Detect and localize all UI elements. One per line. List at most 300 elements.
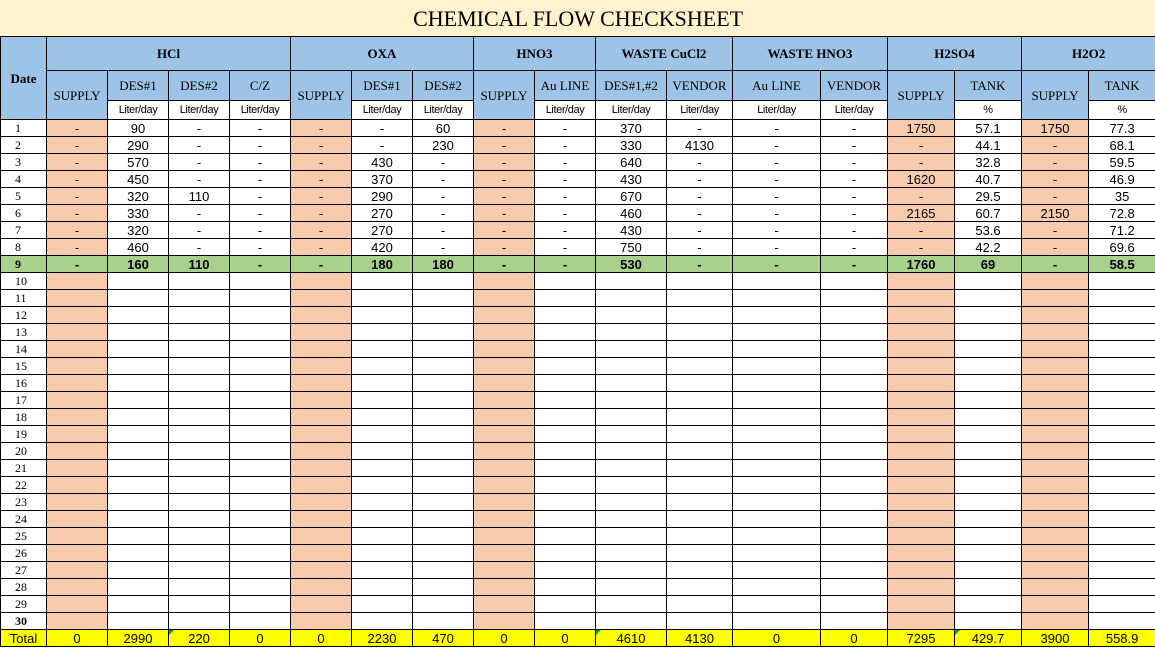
data-cell[interactable]: - (821, 222, 888, 239)
data-cell[interactable] (352, 324, 413, 341)
data-cell[interactable] (821, 596, 888, 613)
data-cell[interactable]: 430 (596, 171, 667, 188)
data-cell[interactable] (667, 426, 733, 443)
data-cell[interactable] (1089, 341, 1155, 358)
data-cell[interactable] (474, 392, 535, 409)
data-cell[interactable]: - (230, 154, 291, 171)
data-cell[interactable]: - (888, 154, 955, 171)
data-cell[interactable] (108, 273, 169, 290)
data-cell[interactable] (169, 392, 230, 409)
data-cell[interactable] (535, 460, 596, 477)
data-cell[interactable]: - (535, 256, 596, 273)
data-cell[interactable] (535, 443, 596, 460)
data-cell[interactable] (535, 579, 596, 596)
data-cell[interactable] (291, 494, 352, 511)
data-cell[interactable] (535, 613, 596, 630)
data-cell[interactable]: 60 (413, 120, 474, 137)
data-cell[interactable]: - (1022, 239, 1089, 256)
data-cell[interactable] (888, 409, 955, 426)
data-cell[interactable] (535, 596, 596, 613)
data-cell[interactable] (474, 307, 535, 324)
data-cell[interactable] (169, 613, 230, 630)
data-cell[interactable] (955, 477, 1022, 494)
data-cell[interactable] (474, 273, 535, 290)
data-cell[interactable]: - (667, 239, 733, 256)
data-cell[interactable]: 32.8 (955, 154, 1022, 171)
data-cell[interactable] (169, 307, 230, 324)
data-cell[interactable] (413, 545, 474, 562)
data-cell[interactable] (821, 613, 888, 630)
data-cell[interactable]: 320 (108, 188, 169, 205)
data-cell[interactable]: - (291, 171, 352, 188)
data-cell[interactable] (535, 409, 596, 426)
data-cell[interactable]: - (413, 171, 474, 188)
data-cell[interactable] (1022, 341, 1089, 358)
data-cell[interactable] (888, 443, 955, 460)
data-cell[interactable]: - (230, 171, 291, 188)
data-cell[interactable] (474, 494, 535, 511)
data-cell[interactable] (1089, 477, 1155, 494)
data-cell[interactable] (413, 341, 474, 358)
data-cell[interactable] (413, 477, 474, 494)
data-cell[interactable] (413, 426, 474, 443)
data-cell[interactable]: - (291, 222, 352, 239)
data-cell[interactable] (667, 562, 733, 579)
data-cell[interactable] (821, 528, 888, 545)
data-cell[interactable] (474, 409, 535, 426)
data-cell[interactable] (1022, 460, 1089, 477)
data-cell[interactable] (291, 477, 352, 494)
data-cell[interactable] (955, 392, 1022, 409)
data-cell[interactable] (667, 545, 733, 562)
data-cell[interactable] (888, 392, 955, 409)
data-cell[interactable]: - (291, 239, 352, 256)
data-cell[interactable] (667, 477, 733, 494)
data-cell[interactable] (733, 290, 821, 307)
data-cell[interactable] (230, 375, 291, 392)
data-cell[interactable] (667, 375, 733, 392)
data-cell[interactable] (291, 307, 352, 324)
data-cell[interactable] (667, 358, 733, 375)
data-cell[interactable] (733, 409, 821, 426)
data-cell[interactable]: - (291, 137, 352, 154)
data-cell[interactable] (535, 477, 596, 494)
data-cell[interactable]: - (413, 188, 474, 205)
data-cell[interactable]: - (535, 205, 596, 222)
data-cell[interactable] (352, 596, 413, 613)
data-cell[interactable]: - (169, 137, 230, 154)
data-cell[interactable] (955, 545, 1022, 562)
data-cell[interactable] (535, 358, 596, 375)
data-cell[interactable] (474, 358, 535, 375)
data-cell[interactable] (291, 545, 352, 562)
data-cell[interactable] (1089, 596, 1155, 613)
data-cell[interactable] (1022, 358, 1089, 375)
data-cell[interactable] (1089, 358, 1155, 375)
data-cell[interactable] (1089, 562, 1155, 579)
data-cell[interactable]: - (667, 154, 733, 171)
data-cell[interactable] (535, 307, 596, 324)
data-cell[interactable] (352, 460, 413, 477)
data-cell[interactable] (733, 307, 821, 324)
data-cell[interactable] (955, 426, 1022, 443)
data-cell[interactable]: 1750 (1022, 120, 1089, 137)
data-cell[interactable] (47, 545, 108, 562)
data-cell[interactable] (108, 528, 169, 545)
data-cell[interactable] (596, 511, 667, 528)
data-cell[interactable] (596, 392, 667, 409)
data-cell[interactable] (169, 341, 230, 358)
data-cell[interactable] (955, 324, 1022, 341)
data-cell[interactable] (535, 426, 596, 443)
data-cell[interactable]: - (535, 137, 596, 154)
data-cell[interactable] (352, 358, 413, 375)
data-cell[interactable]: - (413, 154, 474, 171)
data-cell[interactable]: 370 (352, 171, 413, 188)
data-cell[interactable] (888, 613, 955, 630)
data-cell[interactable]: 320 (108, 222, 169, 239)
data-cell[interactable] (667, 494, 733, 511)
data-cell[interactable] (535, 392, 596, 409)
data-cell[interactable]: - (1022, 188, 1089, 205)
data-cell[interactable]: - (1022, 154, 1089, 171)
data-cell[interactable]: 110 (169, 188, 230, 205)
data-cell[interactable] (169, 290, 230, 307)
data-cell[interactable] (733, 375, 821, 392)
data-cell[interactable] (352, 528, 413, 545)
data-cell[interactable] (955, 443, 1022, 460)
data-cell[interactable] (733, 511, 821, 528)
data-cell[interactable] (955, 596, 1022, 613)
data-cell[interactable] (955, 290, 1022, 307)
data-cell[interactable] (413, 528, 474, 545)
data-cell[interactable] (1022, 528, 1089, 545)
data-cell[interactable] (888, 358, 955, 375)
data-cell[interactable]: 450 (108, 171, 169, 188)
data-cell[interactable] (47, 426, 108, 443)
data-cell[interactable] (291, 562, 352, 579)
data-cell[interactable]: - (47, 154, 108, 171)
data-cell[interactable] (230, 562, 291, 579)
data-cell[interactable]: 1750 (888, 120, 955, 137)
data-cell[interactable]: 42.2 (955, 239, 1022, 256)
data-cell[interactable]: 35 (1089, 188, 1155, 205)
data-cell[interactable]: - (169, 222, 230, 239)
data-cell[interactable]: 460 (596, 205, 667, 222)
data-cell[interactable] (955, 358, 1022, 375)
data-cell[interactable]: 110 (169, 256, 230, 273)
data-cell[interactable]: 330 (596, 137, 667, 154)
data-cell[interactable]: - (667, 188, 733, 205)
data-cell[interactable] (291, 528, 352, 545)
data-cell[interactable]: - (291, 205, 352, 222)
data-cell[interactable] (47, 375, 108, 392)
data-cell[interactable]: - (230, 256, 291, 273)
data-cell[interactable]: - (169, 239, 230, 256)
data-cell[interactable] (169, 494, 230, 511)
data-cell[interactable] (596, 324, 667, 341)
data-cell[interactable] (413, 324, 474, 341)
data-cell[interactable]: - (230, 239, 291, 256)
data-cell[interactable] (413, 273, 474, 290)
data-cell[interactable] (413, 596, 474, 613)
data-cell[interactable] (596, 596, 667, 613)
data-cell[interactable]: - (667, 205, 733, 222)
data-cell[interactable] (1089, 426, 1155, 443)
data-cell[interactable] (955, 528, 1022, 545)
data-cell[interactable] (535, 324, 596, 341)
data-cell[interactable] (47, 290, 108, 307)
data-cell[interactable] (1089, 443, 1155, 460)
data-cell[interactable] (596, 613, 667, 630)
data-cell[interactable]: - (230, 188, 291, 205)
data-cell[interactable] (733, 392, 821, 409)
data-cell[interactable] (667, 409, 733, 426)
data-cell[interactable] (667, 290, 733, 307)
data-cell[interactable] (47, 341, 108, 358)
data-cell[interactable] (413, 562, 474, 579)
data-cell[interactable]: 270 (352, 222, 413, 239)
data-cell[interactable] (474, 613, 535, 630)
data-cell[interactable] (667, 324, 733, 341)
data-cell[interactable] (291, 443, 352, 460)
data-cell[interactable] (1089, 460, 1155, 477)
data-cell[interactable] (230, 494, 291, 511)
data-cell[interactable] (888, 528, 955, 545)
data-cell[interactable] (596, 443, 667, 460)
data-cell[interactable] (230, 358, 291, 375)
data-cell[interactable] (47, 477, 108, 494)
data-cell[interactable] (413, 460, 474, 477)
data-cell[interactable] (413, 613, 474, 630)
data-cell[interactable] (108, 358, 169, 375)
data-cell[interactable] (108, 426, 169, 443)
data-cell[interactable] (596, 562, 667, 579)
data-cell[interactable] (352, 579, 413, 596)
data-cell[interactable] (821, 579, 888, 596)
data-cell[interactable] (821, 307, 888, 324)
data-cell[interactable] (821, 562, 888, 579)
data-cell[interactable]: - (821, 171, 888, 188)
data-cell[interactable] (1022, 375, 1089, 392)
data-cell[interactable] (733, 324, 821, 341)
data-cell[interactable]: - (821, 239, 888, 256)
data-cell[interactable]: 330 (108, 205, 169, 222)
data-cell[interactable] (47, 494, 108, 511)
data-cell[interactable]: - (821, 154, 888, 171)
data-cell[interactable] (667, 579, 733, 596)
data-cell[interactable]: 2165 (888, 205, 955, 222)
data-cell[interactable] (596, 477, 667, 494)
data-cell[interactable] (474, 324, 535, 341)
data-cell[interactable]: 90 (108, 120, 169, 137)
data-cell[interactable]: - (474, 239, 535, 256)
data-cell[interactable]: 72.8 (1089, 205, 1155, 222)
data-cell[interactable]: 69.6 (1089, 239, 1155, 256)
data-cell[interactable] (1022, 290, 1089, 307)
data-cell[interactable] (667, 307, 733, 324)
data-cell[interactable] (1022, 273, 1089, 290)
data-cell[interactable]: - (733, 154, 821, 171)
data-cell[interactable] (352, 375, 413, 392)
data-cell[interactable] (474, 460, 535, 477)
data-cell[interactable] (230, 477, 291, 494)
data-cell[interactable] (821, 324, 888, 341)
data-cell[interactable] (413, 392, 474, 409)
data-cell[interactable] (169, 596, 230, 613)
data-cell[interactable] (888, 426, 955, 443)
data-cell[interactable] (474, 375, 535, 392)
data-cell[interactable]: - (733, 222, 821, 239)
data-cell[interactable] (230, 426, 291, 443)
data-cell[interactable] (535, 341, 596, 358)
data-cell[interactable] (535, 528, 596, 545)
data-cell[interactable] (47, 613, 108, 630)
data-cell[interactable] (821, 341, 888, 358)
data-cell[interactable] (733, 273, 821, 290)
data-cell[interactable]: - (535, 154, 596, 171)
data-cell[interactable] (169, 528, 230, 545)
data-cell[interactable] (535, 375, 596, 392)
data-cell[interactable] (169, 426, 230, 443)
data-cell[interactable] (413, 307, 474, 324)
data-cell[interactable]: - (535, 120, 596, 137)
data-cell[interactable]: - (47, 137, 108, 154)
data-cell[interactable] (1022, 613, 1089, 630)
data-cell[interactable] (733, 596, 821, 613)
data-cell[interactable]: 670 (596, 188, 667, 205)
data-cell[interactable] (108, 341, 169, 358)
data-cell[interactable]: - (169, 154, 230, 171)
data-cell[interactable] (667, 528, 733, 545)
data-cell[interactable]: - (230, 137, 291, 154)
data-cell[interactable] (108, 511, 169, 528)
data-cell[interactable] (1022, 409, 1089, 426)
data-cell[interactable]: - (733, 188, 821, 205)
data-cell[interactable] (733, 613, 821, 630)
data-cell[interactable] (596, 528, 667, 545)
data-cell[interactable] (230, 613, 291, 630)
data-cell[interactable] (596, 341, 667, 358)
data-cell[interactable] (230, 341, 291, 358)
data-cell[interactable] (596, 375, 667, 392)
data-cell[interactable] (888, 579, 955, 596)
data-cell[interactable]: 230 (413, 137, 474, 154)
data-cell[interactable] (413, 358, 474, 375)
data-cell[interactable]: - (474, 137, 535, 154)
data-cell[interactable]: - (47, 222, 108, 239)
data-cell[interactable] (291, 460, 352, 477)
data-cell[interactable]: - (821, 120, 888, 137)
data-cell[interactable] (1089, 579, 1155, 596)
data-cell[interactable] (352, 392, 413, 409)
data-cell[interactable]: 2150 (1022, 205, 1089, 222)
data-cell[interactable] (667, 341, 733, 358)
data-cell[interactable]: - (733, 120, 821, 137)
data-cell[interactable] (413, 290, 474, 307)
data-cell[interactable] (169, 460, 230, 477)
data-cell[interactable] (47, 409, 108, 426)
data-cell[interactable]: - (821, 205, 888, 222)
data-cell[interactable]: - (352, 137, 413, 154)
data-cell[interactable] (352, 409, 413, 426)
data-cell[interactable]: - (474, 205, 535, 222)
data-cell[interactable] (733, 358, 821, 375)
data-cell[interactable] (888, 477, 955, 494)
data-cell[interactable] (733, 443, 821, 460)
data-cell[interactable] (413, 375, 474, 392)
data-cell[interactable] (596, 460, 667, 477)
data-cell[interactable]: - (535, 188, 596, 205)
data-cell[interactable]: - (169, 205, 230, 222)
data-cell[interactable] (1022, 307, 1089, 324)
data-cell[interactable] (596, 494, 667, 511)
data-cell[interactable] (169, 511, 230, 528)
data-cell[interactable] (888, 562, 955, 579)
data-cell[interactable] (47, 460, 108, 477)
data-cell[interactable] (821, 392, 888, 409)
data-cell[interactable] (888, 596, 955, 613)
data-cell[interactable]: - (888, 188, 955, 205)
data-cell[interactable]: - (821, 137, 888, 154)
data-cell[interactable]: 430 (352, 154, 413, 171)
data-cell[interactable] (230, 324, 291, 341)
data-cell[interactable]: - (667, 256, 733, 273)
data-cell[interactable] (108, 307, 169, 324)
data-cell[interactable] (291, 324, 352, 341)
data-cell[interactable] (47, 596, 108, 613)
data-cell[interactable] (1022, 443, 1089, 460)
data-cell[interactable] (1022, 477, 1089, 494)
data-cell[interactable] (888, 273, 955, 290)
data-cell[interactable] (169, 545, 230, 562)
data-cell[interactable] (955, 511, 1022, 528)
data-cell[interactable] (821, 511, 888, 528)
data-cell[interactable] (955, 341, 1022, 358)
data-cell[interactable] (821, 375, 888, 392)
data-cell[interactable] (888, 290, 955, 307)
data-cell[interactable] (108, 562, 169, 579)
data-cell[interactable] (47, 358, 108, 375)
data-cell[interactable] (596, 307, 667, 324)
data-cell[interactable] (352, 443, 413, 460)
data-cell[interactable]: 46.9 (1089, 171, 1155, 188)
data-cell[interactable] (1089, 290, 1155, 307)
data-cell[interactable] (821, 358, 888, 375)
data-cell[interactable]: 29.5 (955, 188, 1022, 205)
data-cell[interactable]: 160 (108, 256, 169, 273)
data-cell[interactable] (108, 460, 169, 477)
data-cell[interactable]: - (888, 222, 955, 239)
data-cell[interactable] (596, 579, 667, 596)
data-cell[interactable]: - (667, 222, 733, 239)
data-cell[interactable]: 77.3 (1089, 120, 1155, 137)
data-cell[interactable]: - (474, 222, 535, 239)
data-cell[interactable]: 40.7 (955, 171, 1022, 188)
data-cell[interactable]: 460 (108, 239, 169, 256)
data-cell[interactable]: - (169, 120, 230, 137)
data-cell[interactable] (667, 392, 733, 409)
data-cell[interactable] (352, 273, 413, 290)
data-cell[interactable] (1089, 545, 1155, 562)
data-cell[interactable] (888, 545, 955, 562)
data-cell[interactable]: - (821, 256, 888, 273)
data-cell[interactable]: 180 (352, 256, 413, 273)
data-cell[interactable] (888, 307, 955, 324)
data-cell[interactable] (1089, 273, 1155, 290)
data-cell[interactable] (108, 477, 169, 494)
data-cell[interactable] (821, 426, 888, 443)
